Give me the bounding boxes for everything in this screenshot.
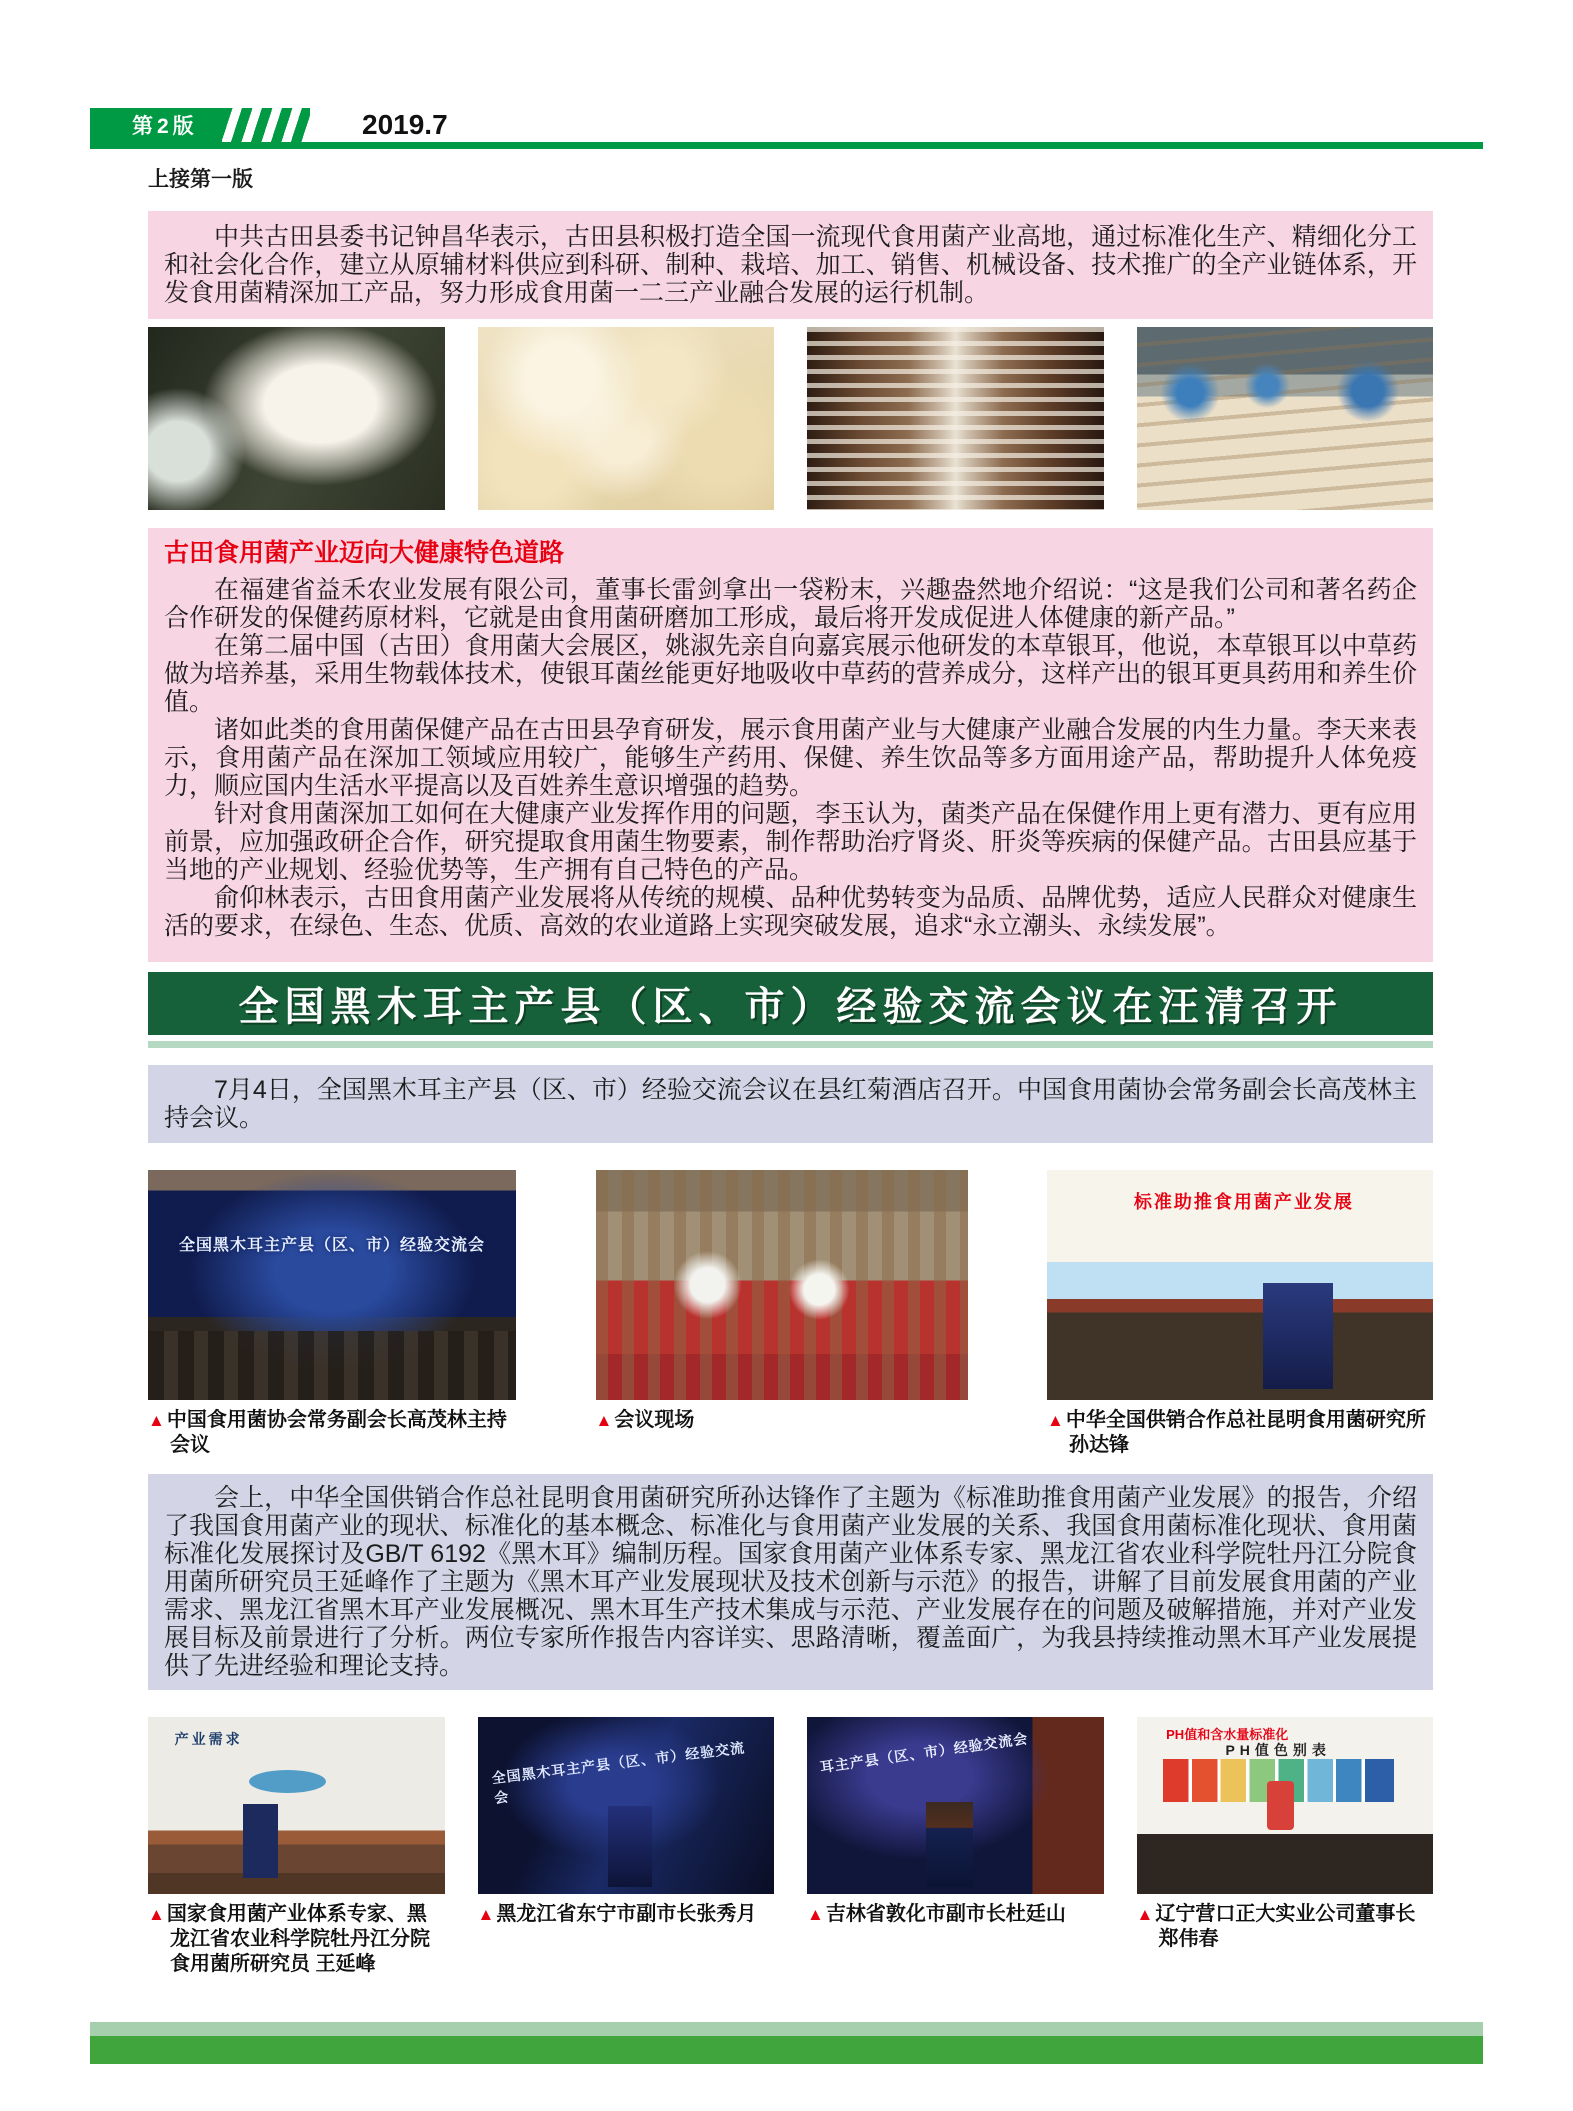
photo-cultivation-house — [807, 327, 1104, 510]
conference-photo-3 — [1047, 1170, 1433, 1458]
article1-paragraph: 在第二届中国（古田）食用菌大会展区，姚淑先亲自向嘉宾展示他研发的本草银耳，他说，本草银耳以中草药做为培养基，采用生物载体技术，使银耳菌丝能更好地吸收中草药的营养成分，这样产出的银耳更具药用和养生价值。 — [164, 632, 1417, 716]
article2-body-block — [148, 1474, 1433, 1690]
caption-text: 中华全国供销合作总社昆明食用菌研究所 孙达锋 — [1065, 1409, 1426, 1456]
article1-paragraph: 诸如此类的食用菌保健产品在古田县孕育研发，展示食用菌产业与大健康产业融合发展的内生力量。李天来表示，食用菌产品在深加工领域应用较广，能够生产药用、保健、养生饮品等多方面用途产品，帮助提升人体免疫力，顺应国内生活水平提高以及百姓养生意识增强的趋势。 — [164, 716, 1417, 800]
caption-text: 吉林省敦化市副市长杜廷山 — [825, 1903, 1066, 1925]
page-content — [148, 163, 1433, 1977]
speaker-photo-2 — [478, 1717, 775, 1977]
speaker-photo-4 — [1137, 1717, 1434, 1977]
triangle-marker-icon: ▲ — [477, 1905, 495, 1924]
triangle-marker-icon: ▲ — [1047, 1411, 1064, 1430]
triangle-marker-icon: ▲ — [1136, 1905, 1154, 1924]
speaker-photo-1 — [148, 1717, 445, 1977]
slide-header-text: PH值和含水量标准化 — [1166, 1727, 1289, 1743]
photo-speaker-blue-stage — [478, 1717, 775, 1894]
article1-section-block — [148, 528, 1433, 962]
article1-paragraph: 俞仰林表示，古田食用菌产业发展将从传统的规模、品种优势转变为品质、品牌优势，适应人民群众对健康生活的要求，在绿色、生态、优质、高效的农业道路上实现突破发展，追求“永立潮头、永续发展”。 — [164, 884, 1417, 940]
continued-from-note: 上接第一版 — [148, 168, 253, 191]
photo-row-speakers — [148, 1717, 1433, 1977]
photo-ph-chart-slide — [1137, 1717, 1434, 1894]
screen-text: 全国黑木耳主产县（区、市）经验交流会 — [178, 1237, 485, 1255]
ph-color-bars — [1163, 1759, 1394, 1801]
article1-paragraph: 在福建省益禾农业发展有限公司，董事长雷剑拿出一袋粉末，兴趣盎然地介绍说：“这是我们公司和著名药企合作研发的保健药原材料，它就是由食用菌研磨加工形成，最后将开发成促进人体健康的新产品。” — [164, 576, 1417, 632]
photo-caption — [807, 1902, 1104, 1927]
photo-speaker-slide-demand — [148, 1717, 445, 1894]
article2-headline: 全国黑木耳主产县（区、市）经验交流会议在汪清召开 — [238, 985, 1343, 1029]
article2-headline-banner — [148, 972, 1433, 1035]
screen-text: 标准助推食用菌产业发展 — [1133, 1192, 1354, 1213]
photo-row-conference — [148, 1170, 1433, 1458]
caption-text: 中国食用菌协会常务副会长高茂林主持会议 — [166, 1409, 507, 1456]
edition-badge — [90, 108, 310, 142]
triangle-marker-icon: ▲ — [148, 1411, 165, 1430]
article1-section-heading: 古田食用菌产业迈向大健康特色道路 — [164, 539, 565, 567]
conference-photo-2 — [596, 1170, 968, 1458]
caption-text: 国家食用菌产业体系专家、黑龙江省农业科学院牡丹江分院食用菌所研究员 王延峰 — [166, 1903, 430, 1975]
edition-label: 第2版 — [90, 108, 222, 142]
diagonal-stripes-icon — [222, 108, 310, 142]
photo-caption — [148, 1408, 516, 1458]
issue-date: 2019.7 — [362, 109, 448, 140]
page-footer — [90, 2022, 1483, 2064]
photo-speaker-podium — [807, 1717, 1104, 1894]
triangle-marker-icon: ▲ — [595, 1411, 613, 1430]
conference-photo-1 — [148, 1170, 516, 1458]
footer-green-bar — [90, 2036, 1483, 2064]
caption-text: 黑龙江省东宁市副市长张秀月 — [496, 1903, 757, 1925]
triangle-marker-icon: ▲ — [148, 1905, 165, 1924]
screen-text: 耳主产县（区、市）经验交流会 — [818, 1729, 1029, 1775]
article2-lead-block — [148, 1065, 1433, 1143]
photo-fungus-texture — [478, 327, 775, 510]
article1-intro-text: 中共古田县委书记钟昌华表示，古田县积极打造全国一流现代食用菌产业高地，通过标准化生产、精细化分工和社会化合作，建立从原辅材料供应到科研、制种、栽培、加工、销售、机械设备、技术推广的全产业链体系，开发食用菌精深加工产品，努力形成食用菌一二三产业融合发展的运行机制。 — [164, 223, 1417, 307]
photo-silver-fungus-closeup — [148, 327, 445, 510]
photo-caption — [148, 1902, 445, 1977]
photo-meeting-audience — [596, 1170, 968, 1400]
photo-meeting-stage-screen — [148, 1170, 516, 1400]
screen-text: 全国黑木耳主产县（区、市）经验交流会 — [491, 1739, 747, 1807]
article2-body-text: 会上，中华全国供销合作总社昆明食用菌研究所孙达锋作了主题为《标准助推食用菌产业发展》的报告，介绍了我国食用菌产业的现状、标准化的基本概念、标准化与食用菌产业发展的关系、我国食用菌标准化现状、食用菌标准化发展探讨及GB/T 6192《黑木耳》编制历程。国家食用菌产业体系专家、黑龙江省农业科学院牡丹江分院食用菌所研究员王延峰作了主题为《黑木耳产业发展现状及技术创新与示范》的报告，讲解了目前发展食用菌的产业需求、黑龙江省黑木耳产业发展概况、黑木耳生产技术集成与示范、产业发展存在的问题及破解措施，并对产业发展目标及前景进行了分析。两位专家所作报告内容详实、思路清晰，覆盖面广，为我县持续推动黑木耳产业发展提供了先进经验和理论支持。 — [164, 1484, 1417, 1680]
photo-speaker-slide — [1047, 1170, 1433, 1400]
banner-accent-bar — [148, 1041, 1433, 1048]
article1-intro-block — [148, 211, 1433, 319]
photo-row-fungus — [148, 327, 1433, 510]
photo-drying-yard-workers — [1137, 327, 1434, 510]
article2-lead-text: 7月4日，全国黑木耳主产县（区、市）经验交流会议在县红菊酒店召开。中国食用菌协会常务副会长高茂林主持会议。 — [164, 1076, 1417, 1132]
page-header — [90, 108, 1483, 142]
photo-caption — [1047, 1408, 1433, 1458]
caption-text: 会议现场 — [614, 1409, 695, 1431]
header-rule — [90, 142, 1483, 149]
speaker-photo-3 — [807, 1717, 1104, 1977]
article1-paragraph: 针对食用菌深加工如何在大健康产业发挥作用的问题，李玉认为，菌类产品在保健作用上更有潜力、更有应用前景，应加强政研企合作，研究提取食用菌生物要素，制作帮助治疗肾炎、肝炎等疾病的保健产品。古田县应基于当地的产业规划、经验优势等，生产拥有自己特色的产品。 — [164, 800, 1417, 884]
photo-caption — [478, 1902, 775, 1927]
photo-caption — [1137, 1902, 1434, 1952]
screen-text: 产业需求 — [174, 1731, 243, 1748]
screen-text: PH值色别表 — [1225, 1742, 1331, 1758]
footer-light-bar — [90, 2022, 1483, 2036]
caption-text: 辽宁营口正大实业公司董事长 郑伟春 — [1155, 1903, 1416, 1950]
photo-caption — [596, 1408, 968, 1433]
triangle-marker-icon: ▲ — [807, 1905, 824, 1924]
